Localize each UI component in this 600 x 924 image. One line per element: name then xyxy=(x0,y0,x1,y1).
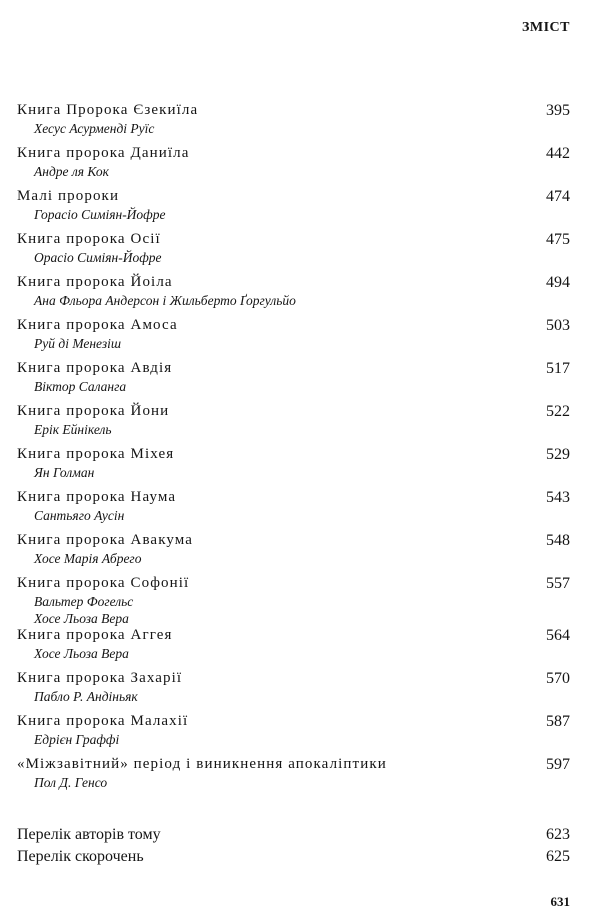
toc-entry xyxy=(17,489,570,532)
toc-entry-author: Хосе Льоза Вера xyxy=(34,646,129,661)
appendix-entry-page: 623 xyxy=(546,826,570,843)
toc-entry-author: Ерік Ейнікель xyxy=(34,422,112,437)
toc-entry-author: Сантьяго Аусін xyxy=(34,508,125,523)
appendix-entry xyxy=(17,826,570,848)
toc-entry-title: Книга пророка Даниїла xyxy=(17,145,190,161)
toc-entry-author: Пабло Р. Андіньяк xyxy=(34,689,138,704)
toc-entry-authors xyxy=(34,163,109,180)
toc-entry xyxy=(17,102,570,145)
toc-entry-page: 597 xyxy=(546,756,570,773)
toc-entry xyxy=(17,360,570,403)
toc-entry-authors xyxy=(34,593,133,627)
toc-entry-author: Ана Фльора Андерсон і Жильберто Ґоргульйо xyxy=(34,293,296,308)
toc-entry-page: 548 xyxy=(546,532,570,549)
toc-entry-title: Книга пророка Софонії xyxy=(17,575,190,591)
toc-entry-author: Руй ді Менезіш xyxy=(34,336,122,351)
toc-entry xyxy=(17,575,570,627)
toc-entry-authors xyxy=(34,292,296,309)
toc-entry-page: 543 xyxy=(546,489,570,506)
toc-entry xyxy=(17,532,570,575)
appendix-entry-title: Перелік скорочень xyxy=(17,848,144,865)
toc-entry-title: Книга пророка Йоіла xyxy=(17,274,173,290)
toc-entry-page: 529 xyxy=(546,446,570,463)
toc-entry xyxy=(17,188,570,231)
toc-entry-title: Книга пророка Захарії xyxy=(17,670,183,686)
toc-entry-authors xyxy=(34,120,154,137)
toc-entry-title: Книга пророка Малахії xyxy=(17,713,189,729)
toc-entry-author: Орасіо Симіян-Йофре xyxy=(34,250,162,265)
toc-entry-title: Книга пророка Осії xyxy=(17,231,161,247)
toc-entry-authors xyxy=(34,731,119,748)
toc-entry-page: 475 xyxy=(546,231,570,248)
toc-entry-authors xyxy=(34,249,162,266)
toc-entry-authors xyxy=(34,507,124,524)
table-of-contents xyxy=(17,102,570,799)
toc-entry-authors xyxy=(34,378,126,395)
toc-entry-page: 442 xyxy=(546,145,570,162)
toc-entry-author: Вальтер Фогельс xyxy=(34,594,134,609)
appendix-entry-page: 625 xyxy=(546,848,570,865)
toc-entry-page: 494 xyxy=(546,274,570,291)
toc-entry-title: Книга пророка Аггея xyxy=(17,627,173,643)
toc-entry-title: Книга Пророка Єзекиїла xyxy=(17,102,199,118)
toc-entry-authors xyxy=(34,645,129,662)
toc-entry xyxy=(17,317,570,360)
appendix-entry xyxy=(17,848,570,870)
toc-entry-page: 517 xyxy=(546,360,570,377)
toc-entry-page: 564 xyxy=(546,627,570,644)
toc-entry-author: Ян Голман xyxy=(34,465,95,480)
toc-entry-title: Книга пророка Наума xyxy=(17,489,177,505)
toc-entry-title: Книга пророка Йони xyxy=(17,403,170,419)
toc-entry-page: 587 xyxy=(546,713,570,730)
toc-entry xyxy=(17,670,570,713)
toc-entry-page: 557 xyxy=(546,575,570,592)
toc-entry-page: 522 xyxy=(546,403,570,420)
page-number: 631 xyxy=(550,894,570,909)
toc-entry-authors xyxy=(34,550,141,567)
toc-entry-page: 474 xyxy=(546,188,570,205)
toc-entry-authors xyxy=(34,774,107,791)
toc-entry-page: 570 xyxy=(546,670,570,687)
toc-entry-authors xyxy=(34,464,94,481)
toc-entry-title: Книга пророка Авакума xyxy=(17,532,194,548)
toc-entry xyxy=(17,713,570,756)
toc-entry-author: Горасіо Симіян-Йофре xyxy=(34,207,166,222)
toc-entry-title: Малі пророки xyxy=(17,188,120,204)
toc-entry xyxy=(17,627,570,670)
toc-entry-title: Книга пророка Амоса xyxy=(17,317,178,333)
toc-entry-author: Хосе Марія Абрего xyxy=(34,551,142,566)
appendix-entry-title: Перелік авторів тому xyxy=(17,826,161,843)
toc-entry xyxy=(17,403,570,446)
running-head: ЗМІСТ xyxy=(522,20,570,35)
toc-entry-author: Хесус Асурменді Руїс xyxy=(34,121,155,136)
toc-entry-page: 395 xyxy=(546,102,570,119)
toc-entry-authors xyxy=(34,206,166,223)
toc-entry xyxy=(17,145,570,188)
toc-entry xyxy=(17,446,570,489)
toc-entry-title: Книга пророка Міхея xyxy=(17,446,175,462)
toc-entry-page: 503 xyxy=(546,317,570,334)
toc-entry-author: Хосе Льоза Вера xyxy=(34,611,129,626)
toc-entry-title: «Міжзавітний» період і виникнення апокаліптики xyxy=(17,756,387,772)
toc-entry-author: Пол Д. Генсо xyxy=(34,775,108,790)
toc-entry-authors xyxy=(34,421,112,438)
toc-entry-author: Едрієн Граффі xyxy=(34,732,120,747)
toc-entry-author: Віктор Саланга xyxy=(34,379,127,394)
toc-entry-author: Андре ля Кок xyxy=(34,164,109,179)
toc-entry xyxy=(17,756,570,799)
appendix-list xyxy=(17,826,570,870)
toc-entry xyxy=(17,231,570,274)
toc-entry-authors xyxy=(34,688,138,705)
toc-entry xyxy=(17,274,570,317)
toc-entry-authors xyxy=(34,335,121,352)
toc-entry-title: Книга пророка Авдія xyxy=(17,360,173,376)
